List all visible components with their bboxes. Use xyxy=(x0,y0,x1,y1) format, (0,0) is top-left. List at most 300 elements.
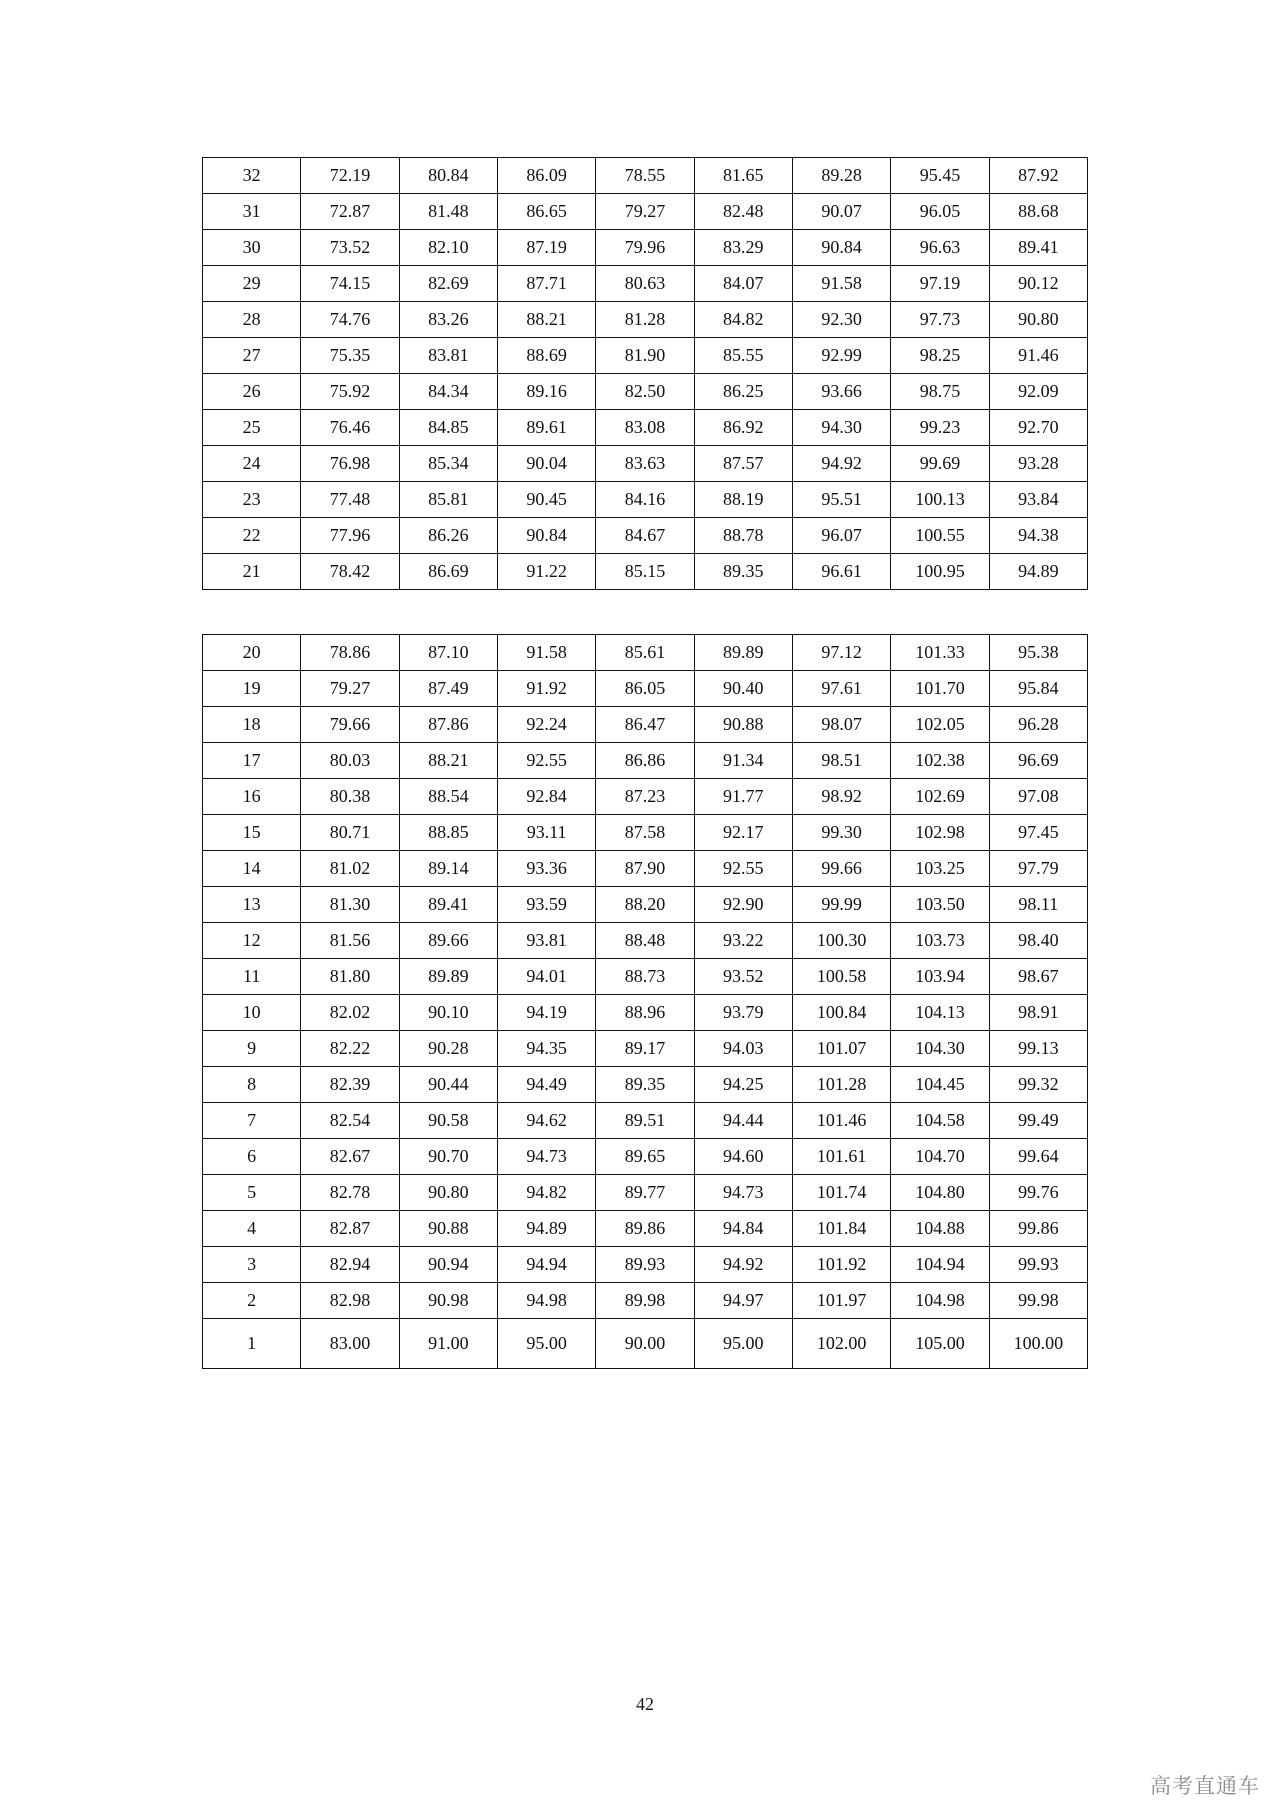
value-cell: 83.81 xyxy=(399,338,497,374)
value-cell: 90.04 xyxy=(497,446,595,482)
value-cell: 84.82 xyxy=(694,302,792,338)
value-cell: 91.22 xyxy=(497,554,595,590)
rank-cell: 6 xyxy=(203,1139,301,1175)
value-cell: 90.94 xyxy=(399,1247,497,1283)
value-cell: 86.69 xyxy=(399,554,497,590)
value-cell: 90.10 xyxy=(399,995,497,1031)
value-cell: 100.00 xyxy=(989,1319,1087,1369)
value-cell: 79.66 xyxy=(301,707,399,743)
value-cell: 93.84 xyxy=(989,482,1087,518)
value-cell: 84.85 xyxy=(399,410,497,446)
value-cell: 94.92 xyxy=(792,446,890,482)
value-cell: 87.92 xyxy=(989,158,1087,194)
value-cell: 104.98 xyxy=(891,1283,989,1319)
value-cell: 89.35 xyxy=(596,1067,694,1103)
value-cell: 82.54 xyxy=(301,1103,399,1139)
value-cell: 91.92 xyxy=(497,671,595,707)
value-cell: 97.08 xyxy=(989,779,1087,815)
rank-cell: 17 xyxy=(203,743,301,779)
value-cell: 97.79 xyxy=(989,851,1087,887)
value-cell: 77.96 xyxy=(301,518,399,554)
value-cell: 90.98 xyxy=(399,1283,497,1319)
value-cell: 82.69 xyxy=(399,266,497,302)
value-cell: 104.70 xyxy=(891,1139,989,1175)
value-cell: 79.27 xyxy=(596,194,694,230)
value-cell: 102.69 xyxy=(891,779,989,815)
value-cell: 82.39 xyxy=(301,1067,399,1103)
value-cell: 87.49 xyxy=(399,671,497,707)
rank-cell: 29 xyxy=(203,266,301,302)
value-cell: 88.48 xyxy=(596,923,694,959)
value-cell: 80.63 xyxy=(596,266,694,302)
table-row xyxy=(203,338,1088,374)
table-row xyxy=(203,815,1088,851)
value-cell: 92.30 xyxy=(792,302,890,338)
value-cell: 99.66 xyxy=(792,851,890,887)
value-cell: 99.23 xyxy=(891,410,989,446)
value-cell: 89.65 xyxy=(596,1139,694,1175)
value-cell: 89.89 xyxy=(694,635,792,671)
value-cell: 88.69 xyxy=(497,338,595,374)
rank-cell: 22 xyxy=(203,518,301,554)
value-cell: 105.00 xyxy=(891,1319,989,1369)
value-cell: 83.00 xyxy=(301,1319,399,1369)
table-row xyxy=(203,1175,1088,1211)
value-cell: 87.71 xyxy=(497,266,595,302)
value-cell: 88.85 xyxy=(399,815,497,851)
value-cell: 89.51 xyxy=(596,1103,694,1139)
value-cell: 86.65 xyxy=(497,194,595,230)
table-row xyxy=(203,1283,1088,1319)
value-cell: 93.81 xyxy=(497,923,595,959)
table-row xyxy=(203,554,1088,590)
value-cell: 97.12 xyxy=(792,635,890,671)
value-cell: 89.14 xyxy=(399,851,497,887)
table-row xyxy=(203,779,1088,815)
rank-cell: 21 xyxy=(203,554,301,590)
value-cell: 89.93 xyxy=(596,1247,694,1283)
rank-cell: 4 xyxy=(203,1211,301,1247)
value-cell: 88.54 xyxy=(399,779,497,815)
value-cell: 93.36 xyxy=(497,851,595,887)
value-cell: 93.28 xyxy=(989,446,1087,482)
score-table-upper xyxy=(202,157,1088,590)
value-cell: 91.77 xyxy=(694,779,792,815)
value-cell: 89.77 xyxy=(596,1175,694,1211)
rank-cell: 31 xyxy=(203,194,301,230)
value-cell: 104.30 xyxy=(891,1031,989,1067)
value-cell: 92.99 xyxy=(792,338,890,374)
value-cell: 85.61 xyxy=(596,635,694,671)
table-row xyxy=(203,1319,1088,1369)
value-cell: 90.07 xyxy=(792,194,890,230)
value-cell: 91.58 xyxy=(497,635,595,671)
value-cell: 95.38 xyxy=(989,635,1087,671)
watermark-logo: 高考直通车 xyxy=(1150,1774,1260,1798)
rank-cell: 18 xyxy=(203,707,301,743)
value-cell: 96.63 xyxy=(891,230,989,266)
rank-cell: 19 xyxy=(203,671,301,707)
value-cell: 90.12 xyxy=(989,266,1087,302)
value-cell: 98.91 xyxy=(989,995,1087,1031)
value-cell: 104.58 xyxy=(891,1103,989,1139)
value-cell: 90.00 xyxy=(596,1319,694,1369)
value-cell: 83.29 xyxy=(694,230,792,266)
value-cell: 94.30 xyxy=(792,410,890,446)
table-row xyxy=(203,410,1088,446)
value-cell: 90.80 xyxy=(399,1175,497,1211)
value-cell: 95.51 xyxy=(792,482,890,518)
value-cell: 97.19 xyxy=(891,266,989,302)
value-cell: 80.84 xyxy=(399,158,497,194)
value-cell: 90.45 xyxy=(497,482,595,518)
value-cell: 94.03 xyxy=(694,1031,792,1067)
value-cell: 89.16 xyxy=(497,374,595,410)
value-cell: 94.38 xyxy=(989,518,1087,554)
value-cell: 85.81 xyxy=(399,482,497,518)
value-cell: 97.61 xyxy=(792,671,890,707)
value-cell: 74.76 xyxy=(301,302,399,338)
value-cell: 99.69 xyxy=(891,446,989,482)
table-row xyxy=(203,158,1088,194)
table-row xyxy=(203,302,1088,338)
value-cell: 75.35 xyxy=(301,338,399,374)
value-cell: 88.21 xyxy=(497,302,595,338)
table-row xyxy=(203,923,1088,959)
value-cell: 102.05 xyxy=(891,707,989,743)
value-cell: 81.48 xyxy=(399,194,497,230)
rank-cell: 9 xyxy=(203,1031,301,1067)
value-cell: 84.16 xyxy=(596,482,694,518)
table-row xyxy=(203,995,1088,1031)
value-cell: 92.70 xyxy=(989,410,1087,446)
value-cell: 82.48 xyxy=(694,194,792,230)
value-cell: 89.35 xyxy=(694,554,792,590)
value-cell: 90.80 xyxy=(989,302,1087,338)
value-cell: 79.27 xyxy=(301,671,399,707)
value-cell: 98.67 xyxy=(989,959,1087,995)
rank-cell: 14 xyxy=(203,851,301,887)
value-cell: 99.93 xyxy=(989,1247,1087,1283)
value-cell: 100.55 xyxy=(891,518,989,554)
value-cell: 99.13 xyxy=(989,1031,1087,1067)
value-cell: 94.89 xyxy=(497,1211,595,1247)
value-cell: 86.86 xyxy=(596,743,694,779)
value-cell: 82.50 xyxy=(596,374,694,410)
value-cell: 103.94 xyxy=(891,959,989,995)
value-cell: 86.47 xyxy=(596,707,694,743)
value-cell: 101.92 xyxy=(792,1247,890,1283)
value-cell: 76.46 xyxy=(301,410,399,446)
value-cell: 96.07 xyxy=(792,518,890,554)
rank-cell: 25 xyxy=(203,410,301,446)
value-cell: 86.92 xyxy=(694,410,792,446)
value-cell: 81.90 xyxy=(596,338,694,374)
value-cell: 94.44 xyxy=(694,1103,792,1139)
value-cell: 99.32 xyxy=(989,1067,1087,1103)
value-cell: 98.07 xyxy=(792,707,890,743)
value-cell: 95.45 xyxy=(891,158,989,194)
value-cell: 81.56 xyxy=(301,923,399,959)
value-cell: 99.76 xyxy=(989,1175,1087,1211)
value-cell: 80.03 xyxy=(301,743,399,779)
table-row xyxy=(203,959,1088,995)
value-cell: 101.70 xyxy=(891,671,989,707)
value-cell: 90.88 xyxy=(399,1211,497,1247)
value-cell: 104.94 xyxy=(891,1247,989,1283)
value-cell: 81.65 xyxy=(694,158,792,194)
value-cell: 99.99 xyxy=(792,887,890,923)
value-cell: 93.22 xyxy=(694,923,792,959)
table-row xyxy=(203,743,1088,779)
value-cell: 100.58 xyxy=(792,959,890,995)
value-cell: 102.38 xyxy=(891,743,989,779)
value-cell: 73.52 xyxy=(301,230,399,266)
page-number: 42 xyxy=(636,1694,654,1714)
value-cell: 95.00 xyxy=(497,1319,595,1369)
value-cell: 86.09 xyxy=(497,158,595,194)
value-cell: 90.84 xyxy=(497,518,595,554)
value-cell: 88.96 xyxy=(596,995,694,1031)
value-cell: 94.49 xyxy=(497,1067,595,1103)
value-cell: 92.09 xyxy=(989,374,1087,410)
value-cell: 94.25 xyxy=(694,1067,792,1103)
value-cell: 93.79 xyxy=(694,995,792,1031)
value-cell: 78.42 xyxy=(301,554,399,590)
value-cell: 92.17 xyxy=(694,815,792,851)
rank-cell: 13 xyxy=(203,887,301,923)
value-cell: 89.17 xyxy=(596,1031,694,1067)
rank-cell: 1 xyxy=(203,1319,301,1369)
value-cell: 85.34 xyxy=(399,446,497,482)
value-cell: 80.71 xyxy=(301,815,399,851)
value-cell: 90.58 xyxy=(399,1103,497,1139)
value-cell: 89.41 xyxy=(989,230,1087,266)
value-cell: 89.41 xyxy=(399,887,497,923)
value-cell: 88.21 xyxy=(399,743,497,779)
value-cell: 82.10 xyxy=(399,230,497,266)
value-cell: 88.20 xyxy=(596,887,694,923)
value-cell: 101.74 xyxy=(792,1175,890,1211)
value-cell: 83.63 xyxy=(596,446,694,482)
value-cell: 92.55 xyxy=(694,851,792,887)
value-cell: 94.98 xyxy=(497,1283,595,1319)
table-row xyxy=(203,194,1088,230)
rank-cell: 16 xyxy=(203,779,301,815)
rank-cell: 30 xyxy=(203,230,301,266)
value-cell: 98.92 xyxy=(792,779,890,815)
value-cell: 96.69 xyxy=(989,743,1087,779)
value-cell: 102.98 xyxy=(891,815,989,851)
value-cell: 81.28 xyxy=(596,302,694,338)
value-cell: 87.58 xyxy=(596,815,694,851)
value-cell: 101.46 xyxy=(792,1103,890,1139)
value-cell: 94.60 xyxy=(694,1139,792,1175)
value-cell: 84.67 xyxy=(596,518,694,554)
value-cell: 89.28 xyxy=(792,158,890,194)
value-cell: 81.30 xyxy=(301,887,399,923)
value-cell: 96.61 xyxy=(792,554,890,590)
value-cell: 90.44 xyxy=(399,1067,497,1103)
value-cell: 82.94 xyxy=(301,1247,399,1283)
value-cell: 81.80 xyxy=(301,959,399,995)
value-cell: 82.67 xyxy=(301,1139,399,1175)
value-cell: 93.11 xyxy=(497,815,595,851)
value-cell: 94.92 xyxy=(694,1247,792,1283)
value-cell: 98.40 xyxy=(989,923,1087,959)
value-cell: 88.19 xyxy=(694,482,792,518)
table-row xyxy=(203,1139,1088,1175)
value-cell: 90.40 xyxy=(694,671,792,707)
value-cell: 99.64 xyxy=(989,1139,1087,1175)
value-cell: 76.98 xyxy=(301,446,399,482)
value-cell: 94.89 xyxy=(989,554,1087,590)
value-cell: 87.10 xyxy=(399,635,497,671)
value-cell: 72.87 xyxy=(301,194,399,230)
value-cell: 83.08 xyxy=(596,410,694,446)
value-cell: 102.00 xyxy=(792,1319,890,1369)
value-cell: 87.57 xyxy=(694,446,792,482)
rank-cell: 20 xyxy=(203,635,301,671)
value-cell: 75.92 xyxy=(301,374,399,410)
value-cell: 86.05 xyxy=(596,671,694,707)
value-cell: 81.02 xyxy=(301,851,399,887)
value-cell: 88.73 xyxy=(596,959,694,995)
value-cell: 88.78 xyxy=(694,518,792,554)
value-cell: 93.59 xyxy=(497,887,595,923)
value-cell: 88.68 xyxy=(989,194,1087,230)
value-cell: 92.90 xyxy=(694,887,792,923)
value-cell: 104.80 xyxy=(891,1175,989,1211)
value-cell: 82.22 xyxy=(301,1031,399,1067)
value-cell: 99.30 xyxy=(792,815,890,851)
rank-cell: 11 xyxy=(203,959,301,995)
table-row xyxy=(203,887,1088,923)
value-cell: 87.90 xyxy=(596,851,694,887)
value-cell: 94.94 xyxy=(497,1247,595,1283)
value-cell: 89.89 xyxy=(399,959,497,995)
value-cell: 90.84 xyxy=(792,230,890,266)
table-row xyxy=(203,1067,1088,1103)
value-cell: 99.86 xyxy=(989,1211,1087,1247)
value-cell: 91.34 xyxy=(694,743,792,779)
value-cell: 84.34 xyxy=(399,374,497,410)
rank-cell: 24 xyxy=(203,446,301,482)
rank-cell: 26 xyxy=(203,374,301,410)
value-cell: 82.98 xyxy=(301,1283,399,1319)
value-cell: 84.07 xyxy=(694,266,792,302)
value-cell: 98.75 xyxy=(891,374,989,410)
rank-cell: 28 xyxy=(203,302,301,338)
value-cell: 100.95 xyxy=(891,554,989,590)
rank-cell: 5 xyxy=(203,1175,301,1211)
value-cell: 79.96 xyxy=(596,230,694,266)
value-cell: 85.55 xyxy=(694,338,792,374)
value-cell: 94.35 xyxy=(497,1031,595,1067)
value-cell: 95.84 xyxy=(989,671,1087,707)
value-cell: 94.82 xyxy=(497,1175,595,1211)
value-cell: 92.55 xyxy=(497,743,595,779)
table-row xyxy=(203,671,1088,707)
rank-cell: 23 xyxy=(203,482,301,518)
table-row xyxy=(203,482,1088,518)
value-cell: 100.13 xyxy=(891,482,989,518)
value-cell: 89.98 xyxy=(596,1283,694,1319)
value-cell: 94.62 xyxy=(497,1103,595,1139)
value-cell: 74.15 xyxy=(301,266,399,302)
value-cell: 94.73 xyxy=(694,1175,792,1211)
value-cell: 99.49 xyxy=(989,1103,1087,1139)
table-row xyxy=(203,1247,1088,1283)
table-row xyxy=(203,1103,1088,1139)
value-cell: 78.55 xyxy=(596,158,694,194)
table-row xyxy=(203,230,1088,266)
value-cell: 91.00 xyxy=(399,1319,497,1369)
value-cell: 85.15 xyxy=(596,554,694,590)
table-row xyxy=(203,707,1088,743)
value-cell: 87.23 xyxy=(596,779,694,815)
value-cell: 91.46 xyxy=(989,338,1087,374)
rank-cell: 10 xyxy=(203,995,301,1031)
value-cell: 89.61 xyxy=(497,410,595,446)
table-row xyxy=(203,266,1088,302)
value-cell: 96.28 xyxy=(989,707,1087,743)
value-cell: 98.25 xyxy=(891,338,989,374)
value-cell: 82.87 xyxy=(301,1211,399,1247)
value-cell: 96.05 xyxy=(891,194,989,230)
value-cell: 100.30 xyxy=(792,923,890,959)
value-cell: 90.88 xyxy=(694,707,792,743)
value-cell: 98.51 xyxy=(792,743,890,779)
value-cell: 86.25 xyxy=(694,374,792,410)
value-cell: 93.52 xyxy=(694,959,792,995)
value-cell: 92.84 xyxy=(497,779,595,815)
table-row xyxy=(203,518,1088,554)
value-cell: 103.25 xyxy=(891,851,989,887)
value-cell: 94.73 xyxy=(497,1139,595,1175)
value-cell: 101.61 xyxy=(792,1139,890,1175)
value-cell: 104.45 xyxy=(891,1067,989,1103)
value-cell: 87.19 xyxy=(497,230,595,266)
table-row xyxy=(203,1211,1088,1247)
value-cell: 90.28 xyxy=(399,1031,497,1067)
value-cell: 100.84 xyxy=(792,995,890,1031)
rank-cell: 27 xyxy=(203,338,301,374)
value-cell: 86.26 xyxy=(399,518,497,554)
value-cell: 94.84 xyxy=(694,1211,792,1247)
value-cell: 101.07 xyxy=(792,1031,890,1067)
rank-cell: 2 xyxy=(203,1283,301,1319)
value-cell: 101.33 xyxy=(891,635,989,671)
value-cell: 97.45 xyxy=(989,815,1087,851)
value-cell: 77.48 xyxy=(301,482,399,518)
value-cell: 99.98 xyxy=(989,1283,1087,1319)
value-cell: 89.86 xyxy=(596,1211,694,1247)
rank-cell: 12 xyxy=(203,923,301,959)
value-cell: 87.86 xyxy=(399,707,497,743)
value-cell: 72.19 xyxy=(301,158,399,194)
value-cell: 94.01 xyxy=(497,959,595,995)
value-cell: 82.02 xyxy=(301,995,399,1031)
value-cell: 103.50 xyxy=(891,887,989,923)
value-cell: 103.73 xyxy=(891,923,989,959)
value-cell: 78.86 xyxy=(301,635,399,671)
value-cell: 80.38 xyxy=(301,779,399,815)
value-cell: 91.58 xyxy=(792,266,890,302)
table-row xyxy=(203,446,1088,482)
rank-cell: 15 xyxy=(203,815,301,851)
value-cell: 92.24 xyxy=(497,707,595,743)
